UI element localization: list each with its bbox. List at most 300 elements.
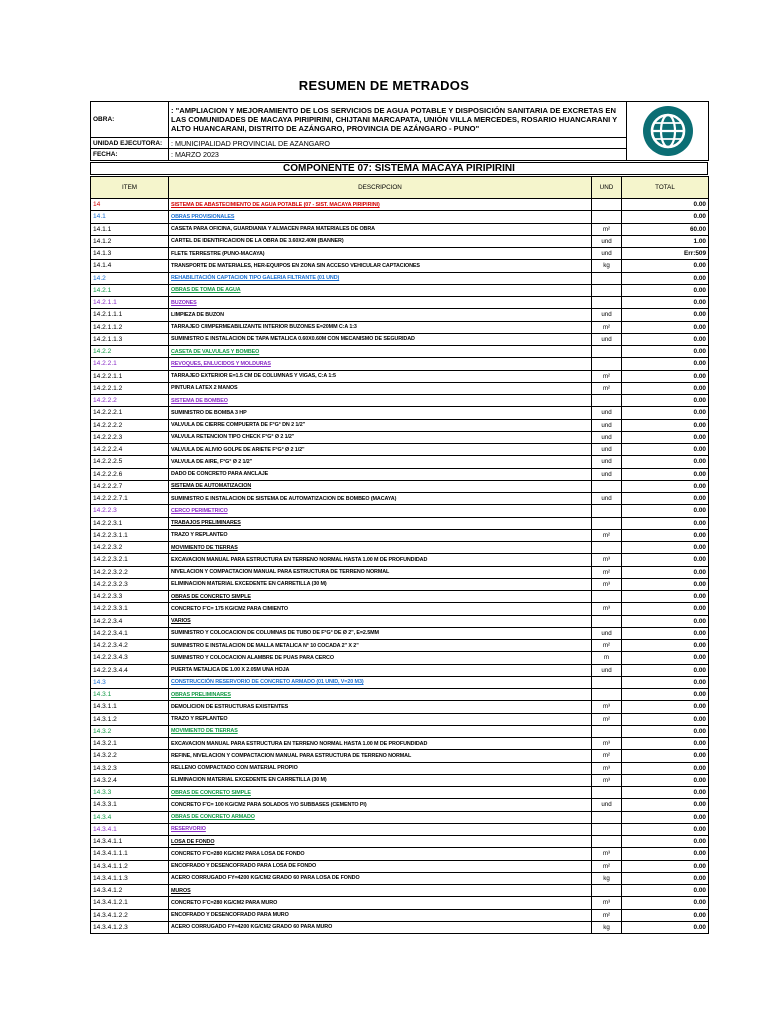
cell-item: 14.2 (91, 272, 169, 284)
cell-total: 0.00 (622, 321, 709, 333)
cell-und: m³ (592, 738, 622, 750)
cell-desc: OBRAS DE CONCRETO ARMADO (169, 811, 592, 823)
cell-und (592, 272, 622, 284)
cell-total: 60.00 (622, 223, 709, 235)
table-row (91, 713, 709, 725)
cell-total: 0.00 (622, 591, 709, 603)
component-title: COMPONENTE 07: SISTEMA MACAYA PIRIPIRINI (90, 162, 708, 175)
cell-desc: REFINE, NIVELACION Y COMPACTACION MANUAL PARA ESTRUCTURA DE TERRENO NORMAL (169, 750, 592, 762)
cell-und (592, 836, 622, 848)
cell-total: 0.00 (622, 419, 709, 431)
cell-und (592, 787, 622, 799)
cell-desc: SISTEMA DE BOMBEO (169, 395, 592, 407)
cell-total: 1.00 (622, 235, 709, 247)
metrados-table (90, 176, 709, 934)
table-row (91, 872, 709, 884)
cell-total: 0.00 (622, 358, 709, 370)
cell-item: 14.2.1 (91, 284, 169, 296)
cell-item: 14.3.4.1.2.1 (91, 897, 169, 909)
cell-desc: VALVULA RETENCION TIPO CHECK F°G° Ø 2 1/2" (169, 431, 592, 443)
cell-und (592, 505, 622, 517)
cell-desc: TRAZO Y REPLANTEO (169, 529, 592, 541)
cell-desc: MOVIMIENTO DE TIERRAS (169, 725, 592, 737)
cell-und: m² (592, 713, 622, 725)
cell-total: 0.00 (622, 542, 709, 554)
cell-und: m³ (592, 554, 622, 566)
cell-item: 14.2.2.3.4 (91, 615, 169, 627)
cell-item: 14.2.2.3.1 (91, 517, 169, 529)
cell-und: m² (592, 909, 622, 921)
cell-item: 14.2.2.2.7 (91, 480, 169, 492)
cell-und: m² (592, 223, 622, 235)
cell-desc: CONCRETO F'C=280 KG/CM2 PARA LOSA DE FONDO (169, 848, 592, 860)
cell-total: 0.00 (622, 713, 709, 725)
cell-und: m² (592, 382, 622, 394)
table-row (91, 554, 709, 566)
cell-total: 0.00 (622, 627, 709, 639)
cell-item: 14.3.2.1 (91, 738, 169, 750)
cell-total: 0.00 (622, 333, 709, 345)
cell-und: und (592, 444, 622, 456)
cell-total: 0.00 (622, 848, 709, 860)
cell-item: 14.3.3 (91, 787, 169, 799)
globe-logo-icon (643, 106, 693, 156)
fecha-value: : MARZO 2023 (169, 149, 627, 161)
table-body (91, 199, 709, 934)
cell-und: m³ (592, 701, 622, 713)
cell-item: 14.3.4.1.2.3 (91, 921, 169, 933)
cell-total: 0.00 (622, 468, 709, 480)
cell-item: 14.3.4.1.2 (91, 885, 169, 897)
table-row (91, 284, 709, 296)
table-row (91, 676, 709, 688)
table-row (91, 309, 709, 321)
cell-und (592, 725, 622, 737)
table-row (91, 382, 709, 394)
table-row (91, 664, 709, 676)
cell-total: 0.00 (622, 860, 709, 872)
obra-label: OBRA: (91, 102, 169, 138)
cell-total: 0.00 (622, 480, 709, 492)
cell-total: 0.00 (622, 689, 709, 701)
table-row (91, 836, 709, 848)
cell-total: 0.00 (622, 297, 709, 309)
cell-und (592, 199, 622, 211)
cell-total: 0.00 (622, 603, 709, 615)
cell-desc: RESERVORIO (169, 823, 592, 835)
table-row (91, 615, 709, 627)
cell-und (592, 517, 622, 529)
table-row (91, 529, 709, 541)
cell-total: 0.00 (622, 529, 709, 541)
cell-total: 0.00 (622, 615, 709, 627)
cell-und: m² (592, 750, 622, 762)
table-row (91, 199, 709, 211)
cell-und: m² (592, 640, 622, 652)
cell-und: kg (592, 921, 622, 933)
table-row (91, 431, 709, 443)
table-row (91, 260, 709, 272)
cell-item: 14.1.1 (91, 223, 169, 235)
cell-total: 0.00 (622, 652, 709, 664)
cell-item: 14.2.2.3.2.3 (91, 578, 169, 590)
cell-und: und (592, 309, 622, 321)
cell-desc: OBRAS PROVISIONALES (169, 211, 592, 223)
cell-desc: LOSA DE FONDO (169, 836, 592, 848)
table-row (91, 407, 709, 419)
table-row (91, 750, 709, 762)
col-header-item: ITEM (91, 177, 169, 199)
cell-item: 14.2.2.3.3 (91, 591, 169, 603)
cell-desc: PINTURA LATEX 2 MANOS (169, 382, 592, 394)
cell-und (592, 297, 622, 309)
cell-desc: TARRAJEO C/IMPERMEABILIZANTE INTERIOR BUZONES E=20MM C:A 1:3 (169, 321, 592, 333)
unidad-value: : MUNICIPALIDAD PROVINCIAL DE AZANGARO (169, 138, 627, 149)
cell-total: 0.00 (622, 676, 709, 688)
cell-item: 14.3.3.1 (91, 799, 169, 811)
table-row (91, 578, 709, 590)
table-row (91, 787, 709, 799)
cell-desc: CARTEL DE IDENTIFICACION DE LA OBRA DE 3.60X2.40M (BANNER) (169, 235, 592, 247)
cell-total: 0.00 (622, 664, 709, 676)
table-row (91, 333, 709, 345)
table-row (91, 493, 709, 505)
table-row (91, 505, 709, 517)
cell-desc: DADO DE CONCRETO PARA ANCLAJE (169, 468, 592, 480)
cell-total: 0.00 (622, 444, 709, 456)
cell-item: 14.2.2 (91, 346, 169, 358)
cell-item: 14.3.4 (91, 811, 169, 823)
cell-und: und (592, 407, 622, 419)
cell-item: 14.2.2.3.4.4 (91, 664, 169, 676)
cell-total: 0.00 (622, 701, 709, 713)
table-row (91, 542, 709, 554)
cell-desc: TRANSPORTE DE MATERIALES, HER-EQUIPOS EN ZONA SIN ACCESO VEHICULAR CAPTACIONES (169, 260, 592, 272)
cell-total: 0.00 (622, 407, 709, 419)
cell-desc: CONCRETO F'C=280 KG/CM2 PARA MURO (169, 897, 592, 909)
cell-item: 14.2.2.3.2 (91, 542, 169, 554)
cell-total: 0.00 (622, 787, 709, 799)
cell-item: 14.3.2 (91, 725, 169, 737)
cell-item: 14.3.4.1.1.3 (91, 872, 169, 884)
cell-item: 14.3.2.2 (91, 750, 169, 762)
cell-item: 14.3.4.1.1.2 (91, 860, 169, 872)
cell-item: 14.2.2.3.4.1 (91, 627, 169, 639)
fecha-label: FECHA: (91, 149, 169, 161)
cell-und (592, 615, 622, 627)
cell-desc: SISTEMA DE ABASTECIMIENTO DE AGUA POTABLE (07 - SIST. MACAYA PIRIPIRINI) (169, 199, 592, 211)
table-row (91, 272, 709, 284)
cell-item: 14.3.4.1.2.2 (91, 909, 169, 921)
cell-item: 14.2.1.1.3 (91, 333, 169, 345)
cell-desc: SUMINISTRO Y COLOCACION ALAMBRE DE PUAS PARA CERCO (169, 652, 592, 664)
cell-item: 14.1.2 (91, 235, 169, 247)
cell-item: 14.2.2.3.1.1 (91, 529, 169, 541)
col-header-total: TOTAL (622, 177, 709, 199)
cell-desc: ACERO CORRUGADO FY=4200 KG/CM2 GRADO 60 PARA LOSA DE FONDO (169, 872, 592, 884)
table-row (91, 689, 709, 701)
table-row (91, 799, 709, 811)
cell-total: 0.00 (622, 493, 709, 505)
cell-desc: OBRAS DE CONCRETO SIMPLE (169, 591, 592, 603)
cell-und: m³ (592, 578, 622, 590)
table-row (91, 652, 709, 664)
cell-total: 0.00 (622, 885, 709, 897)
cell-item: 14.1.3 (91, 248, 169, 260)
cell-desc: RELLENO COMPACTADO CON MATERIAL PROPIO (169, 762, 592, 774)
cell-total: 0.00 (622, 505, 709, 517)
cell-item: 14.3.1 (91, 689, 169, 701)
cell-und: und (592, 493, 622, 505)
table-row (91, 321, 709, 333)
cell-total: 0.00 (622, 370, 709, 382)
cell-desc: SUMINISTRO DE BOMBA 3 HP (169, 407, 592, 419)
cell-item: 14.3.4.1.1 (91, 836, 169, 848)
table-row (91, 223, 709, 235)
cell-und: m² (592, 860, 622, 872)
logo-cell (627, 102, 709, 161)
table-row (91, 419, 709, 431)
cell-desc: CASETA PARA OFICINA, GUARDIANIA Y ALMACEN PARA MATERIALES DE OBRA (169, 223, 592, 235)
cell-desc: TARRAJEO EXTERIOR E=1.5 CM DE COLUMNAS Y VIGAS, C:A 1:5 (169, 370, 592, 382)
cell-und: m (592, 652, 622, 664)
cell-item: 14.1 (91, 211, 169, 223)
unidad-label: UNIDAD EJECUTORA: (91, 138, 169, 149)
cell-item: 14.2.2.3.3.1 (91, 603, 169, 615)
cell-total: 0.00 (622, 762, 709, 774)
cell-total: 0.00 (622, 897, 709, 909)
table-row (91, 848, 709, 860)
table-row (91, 297, 709, 309)
table-row (91, 566, 709, 578)
table-row (91, 885, 709, 897)
table-row (91, 456, 709, 468)
cell-item: 14 (91, 199, 169, 211)
cell-total: 0.00 (622, 774, 709, 786)
cell-total: Err:509 (622, 248, 709, 260)
cell-desc: REHABILITACIÓN CAPTACION TIPO GALERIA FILTRANTE (01 UND) (169, 272, 592, 284)
cell-desc: VALVULA DE ALIVIO GOLPE DE ARIETE F°G° Ø 2 1/2" (169, 444, 592, 456)
cell-total: 0.00 (622, 346, 709, 358)
cell-item: 14.3.1.2 (91, 713, 169, 725)
cell-und: m³ (592, 897, 622, 909)
cell-desc: VALVULA DE AIRE, F°G° Ø 2 1/2" (169, 456, 592, 468)
col-header-desc: DESCRIPCION (169, 177, 592, 199)
table-row (91, 591, 709, 603)
cell-und: und (592, 248, 622, 260)
cell-desc: SUMINISTRO E INSTALACION DE MALLA METALICA N° 10 COCADA 2" X 2" (169, 640, 592, 652)
cell-total: 0.00 (622, 309, 709, 321)
cell-und (592, 823, 622, 835)
cell-total: 0.00 (622, 836, 709, 848)
cell-und: m³ (592, 762, 622, 774)
cell-und: m³ (592, 774, 622, 786)
cell-item: 14.2.2.3.2.1 (91, 554, 169, 566)
cell-total: 0.00 (622, 811, 709, 823)
cell-desc: CERCO PERIMETRICO (169, 505, 592, 517)
table-row (91, 235, 709, 247)
cell-total: 0.00 (622, 566, 709, 578)
cell-total: 0.00 (622, 725, 709, 737)
cell-total: 0.00 (622, 640, 709, 652)
table-row (91, 370, 709, 382)
cell-und (592, 395, 622, 407)
cell-desc: PUERTA METALICA DE 1.00 X 2.05M UNA HOJA (169, 664, 592, 676)
cell-desc: ENCOFRADO Y DESENCOFRADO PARA LOSA DE FONDO (169, 860, 592, 872)
cell-item: 14.3.4.1 (91, 823, 169, 835)
cell-item: 14.2.1.1.2 (91, 321, 169, 333)
cell-und (592, 211, 622, 223)
cell-und: und (592, 799, 622, 811)
cell-und: m² (592, 529, 622, 541)
cell-item: 14.3 (91, 676, 169, 688)
cell-und: und (592, 468, 622, 480)
cell-item: 14.2.2.2 (91, 395, 169, 407)
table-row (91, 248, 709, 260)
cell-desc: SUMINISTRO E INSTALACION DE TAPA METALICA 0.60X0.60M CON MECANISMO DE SEGURIDAD (169, 333, 592, 345)
cell-desc: ELIMINACION MATERIAL EXCEDENTE EN CARRETILLA (30 M) (169, 578, 592, 590)
cell-item: 14.2.2.2.3 (91, 431, 169, 443)
col-header-und: UND (592, 177, 622, 199)
cell-desc: VARIOS (169, 615, 592, 627)
table-row (91, 480, 709, 492)
table-row (91, 811, 709, 823)
cell-item: 14.2.2.3.4.3 (91, 652, 169, 664)
table-row (91, 358, 709, 370)
document-title: RESUMEN DE METRADOS (298, 78, 470, 93)
cell-total: 0.00 (622, 823, 709, 835)
obra-value: : "AMPLIACION Y MEJORAMIENTO DE LOS SERVICIOS DE AGUA POTABLE Y DISPOSICIÓN SANITARIA DE EXCRETAS EN LAS COMUNIDADES DE MACAYA PIRIPIRINI, CHIJTANI MARCAPATA, UNIÓN VILLA MERCEDES, ROSARIO HUANCARANI Y ALTO HUANCARANI, DISTRITO DE AZÁNGARO, PROVINCIA DE AZÁNGARO - PUNO" (169, 102, 627, 138)
cell-desc: VALVULA DE CIERRE COMPUERTA DE F°G° DN 2 1/2" (169, 419, 592, 431)
cell-und (592, 689, 622, 701)
cell-total: 0.00 (622, 211, 709, 223)
cell-total: 0.00 (622, 431, 709, 443)
cell-total: 0.00 (622, 578, 709, 590)
cell-item: 14.2.2.1 (91, 358, 169, 370)
cell-total: 0.00 (622, 456, 709, 468)
cell-und: und (592, 333, 622, 345)
table-row (91, 860, 709, 872)
cell-total: 0.00 (622, 199, 709, 211)
table-row (91, 603, 709, 615)
table-row (91, 909, 709, 921)
cell-desc: EXCAVACION MANUAL PARA ESTRUCTURA EN TERRENO NORMAL HASTA 1.00 M DE PROFUNDIDAD (169, 554, 592, 566)
cell-und (592, 811, 622, 823)
table-row (91, 640, 709, 652)
cell-total: 0.00 (622, 750, 709, 762)
cell-item: 14.2.2.3.4.2 (91, 640, 169, 652)
table-row (91, 211, 709, 223)
cell-desc: SUMINISTRO E INSTALACION DE SISTEMA DE AUTOMATIZACION DE BOMBEO (MACAYA) (169, 493, 592, 505)
cell-desc: CONCRETO F'C= 100 KG/CM2 PARA SOLADOS Y/O SUBBASES (CEMENTO PI) (169, 799, 592, 811)
cell-item: 14.2.2.3.2.2 (91, 566, 169, 578)
cell-desc: MUROS (169, 885, 592, 897)
cell-item: 14.2.2.2.4 (91, 444, 169, 456)
cell-desc: OBRAS PRELIMINARES (169, 689, 592, 701)
table-row (91, 774, 709, 786)
cell-und: m³ (592, 603, 622, 615)
cell-desc: NIVELACION Y COMPACTACION MANUAL PARA ESTRUCTURA DE TERRENO NORMAL (169, 566, 592, 578)
cell-und (592, 591, 622, 603)
cell-item: 14.2.2.2.2 (91, 419, 169, 431)
cell-und: und (592, 627, 622, 639)
cell-item: 14.1.4 (91, 260, 169, 272)
cell-total: 0.00 (622, 382, 709, 394)
cell-desc: SUMINISTRO Y COLOCACION DE COLUMNAS DE TUBO DE F°G° DE Ø 2", E=2.5MM (169, 627, 592, 639)
cell-desc: ELIMINACION MATERIAL EXCEDENTE EN CARRETILLA (30 M) (169, 774, 592, 786)
cell-item: 14.2.1.1.1 (91, 309, 169, 321)
cell-item: 14.2.2.2.5 (91, 456, 169, 468)
table-row (91, 823, 709, 835)
cell-desc: CONSTRUCCIÓN RESERVORIO DE CONCRETO ARMADO (01 UNID, V=20 M3) (169, 676, 592, 688)
cell-desc: OBRAS DE TOMA DE AGUA (169, 284, 592, 296)
cell-desc: ENCOFRADO Y DESENCOFRADO PARA MURO (169, 909, 592, 921)
cell-und: m² (592, 370, 622, 382)
cell-item: 14.3.1.1 (91, 701, 169, 713)
cell-und: kg (592, 260, 622, 272)
cell-desc: TRABAJOS PRELIMINARES (169, 517, 592, 529)
cell-total: 0.00 (622, 517, 709, 529)
cell-item: 14.2.1.1 (91, 297, 169, 309)
cell-und (592, 346, 622, 358)
cell-und: m² (592, 321, 622, 333)
cell-und: m³ (592, 848, 622, 860)
cell-und: m² (592, 566, 622, 578)
cell-und (592, 542, 622, 554)
table-row (91, 762, 709, 774)
cell-total: 0.00 (622, 872, 709, 884)
cell-und: kg (592, 872, 622, 884)
cell-desc: BUZONES (169, 297, 592, 309)
cell-total: 0.00 (622, 909, 709, 921)
table-row (91, 444, 709, 456)
cell-item: 14.2.2.1.1 (91, 370, 169, 382)
cell-desc: DEMOLICION DE ESTRUCTURAS EXISTENTES (169, 701, 592, 713)
cell-item: 14.2.2.2.6 (91, 468, 169, 480)
cell-item: 14.2.2.3 (91, 505, 169, 517)
cell-total: 0.00 (622, 554, 709, 566)
cell-desc: CONCRETO F'C= 175 KG/CM2 PARA CIMIENTO (169, 603, 592, 615)
cell-desc: TRAZO Y REPLANTEO (169, 713, 592, 725)
cell-total: 0.00 (622, 738, 709, 750)
cell-und: und (592, 235, 622, 247)
table-row (91, 725, 709, 737)
cell-total: 0.00 (622, 395, 709, 407)
table-row (91, 346, 709, 358)
table-row (91, 517, 709, 529)
cell-desc: REVOQUES, ENLUCIDOS Y MOLDURAS (169, 358, 592, 370)
cell-total: 0.00 (622, 921, 709, 933)
cell-desc: CASETA DE VALVULAS Y BOMBEO (169, 346, 592, 358)
cell-und (592, 676, 622, 688)
cell-und (592, 284, 622, 296)
table-row (91, 468, 709, 480)
cell-desc: SISTEMA DE AUTOMATIZACION (169, 480, 592, 492)
cell-desc: OBRAS DE CONCRETO SIMPLE (169, 787, 592, 799)
table-row (91, 921, 709, 933)
cell-und: und (592, 456, 622, 468)
cell-und (592, 358, 622, 370)
project-header-table (90, 101, 709, 161)
cell-und: und (592, 664, 622, 676)
table-row (91, 701, 709, 713)
cell-item: 14.3.2.4 (91, 774, 169, 786)
table-row (91, 897, 709, 909)
cell-und (592, 480, 622, 492)
cell-item: 14.2.2.2.1 (91, 407, 169, 419)
cell-item: 14.2.2.1.2 (91, 382, 169, 394)
cell-desc: EXCAVACION MANUAL PARA ESTRUCTURA EN TERRENO NORMAL HASTA 1.00 M DE PROFUNDIDAD (169, 738, 592, 750)
